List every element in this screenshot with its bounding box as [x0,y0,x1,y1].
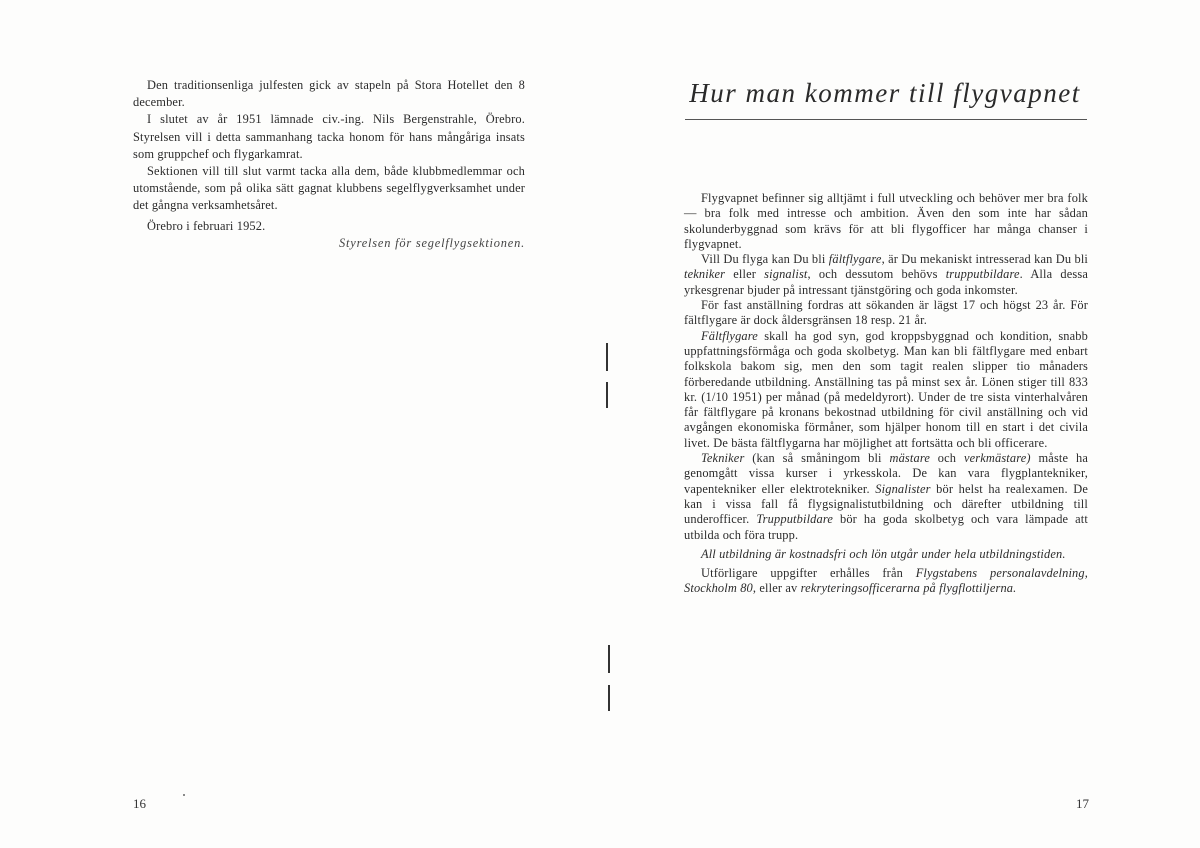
scan-speck [183,794,185,796]
date-line: Örebro i februari 1952. [147,218,266,233]
paragraph-julfest: Den traditionsenliga julfesten gick av stapeln på Stora Hotellet den 8 december. [133,78,525,110]
signature: Styrelsen för segelflygsektionen. [339,235,525,250]
paragraph-bergenstrahle: I slutet av år 1951 lämnade civ.-ing. Nils Bergenstrahle, Örebro. Styrelsen vill i detta sammanhang tacka honom för hans mångåriga insats som gruppchef och flygarkamrat. [133,112,525,161]
gutter-mark-middle [606,382,608,408]
paragraph-contact-info: Utförligare uppgifter erhålles från Flygstabens personalavdelning, Stockholm 80, eller av rekryteringsofficerarna på flygflottiljerna. [684,566,1088,596]
gutter-mark-top [606,343,608,371]
article-title: Hur man kommer till flygvapnet [689,78,1081,108]
paragraph-careers: Vill Du flyga kan Du bli fältflygare, är Du mekaniskt intresserad kan Du bli tekniker eller signalist, och dessutom behövs trupputbildare. Alla dessa yrkesgrenar bjuder på intressant tjänstgöring och goda inkomster. [684,252,1089,297]
gutter-mark-bottom [608,685,610,711]
gutter-mark-lower [608,645,610,673]
paragraph-faltflygare: Fältflygare skall ha god syn, god kroppsbyggnad och kondition, snabb uppfattningsförmåga och goda skolbetyg. Man kan bli fältflygare med enbart folkskola bakom sig, men den som tagit realen slipper tio månaders förberedande utbildning. Anställning tas på minst sex år. Lönen stiger till 833 kr. (1/10 1951) per månad (på medeldyrort). Under de tre sista vinterhalvåren får fältflygare på kronans bekostnad utbildning för civil anställning och vid avgången ekonomiska förmåner, som hjälper honom till en start i det civila livet. De bästa fältflygarna har möjlighet att fortsätta och bli officerare. [684,328,1088,450]
paragraph-tekniker: Tekniker (kan så småningom bli mästare och verkmästare) måste ha genomgått vissa kurser i yrkesskola. De kan vara flygplantekniker, vapentekniker eller elektrotekniker. Signalister bör helst ha realexamen. De kan i vissa fall få flygsignalistutbildning och därefter utbildning till underofficer. Trupputbildare bör ha goda skolbetyg och vara lämpade att utbilda och föra trupp. [684,451,1088,542]
paragraph-free-education: All utbildning är kostnadsfri och lön utgår under hela utbildningstiden. [701,546,1066,561]
paragraph-thanks: Sektionen vill till slut varmt tacka alla dem, både klubbmedlemmar och utomstående, som på olika sätt gagnat klubbens segelflygverksamhet under det gångna verksamhetsåret. [133,164,525,213]
left-page-text [133,77,525,252]
page-number-right: 17 [1076,796,1089,811]
paragraph-age-requirements: För fast anställning fordras att sökanden är lägst 17 och högst 23 år. För fältflygare är dock åldersgränsen 18 resp. 21 år. [684,298,1088,328]
right-page-text [684,191,1088,597]
page-number-left: 16 [133,796,146,811]
paragraph-intro: Flygvapnet befinner sig alltjämt i full utveckling och behöver mer bra folk — bra folk med intresse och ambition. Även den som inte har sådan skolunderbyggnad som krävs för att bli flygofficer har många chanser i flygvapnet. [684,191,1088,251]
title-rule [685,119,1087,120]
